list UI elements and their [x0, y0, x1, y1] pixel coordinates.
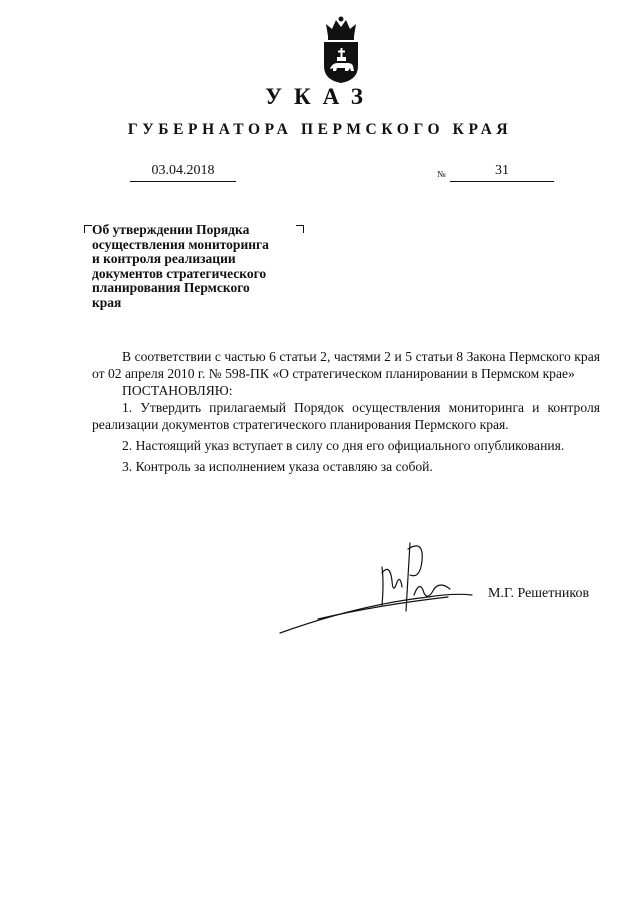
coat-of-arms-emblem	[314, 14, 368, 84]
number-label: №	[437, 169, 446, 179]
heading-line: края	[92, 294, 122, 310]
document-heading	[92, 223, 302, 310]
heading-corner-left	[84, 225, 92, 233]
heading-line: осуществления мониторинга	[92, 236, 269, 252]
heading-line: Об утверждении Порядка	[92, 222, 250, 237]
heading-line: и контроля реализации	[92, 251, 236, 266]
heading-line: планирования Пермского	[92, 280, 250, 295]
document-title: УКАЗ	[265, 84, 375, 109]
decree-word: ПОСТАНОВЛЯЮ:	[122, 383, 233, 398]
document-body	[92, 348, 600, 475]
document-subtitle: ГУБЕРНАТОРА ПЕРМСКОГО КРАЯ	[127, 121, 513, 138]
document-number: 31	[450, 163, 554, 182]
signer-name: М.Г. Решетников	[488, 586, 590, 601]
handwritten-signature	[278, 535, 478, 635]
document-date: 03.04.2018	[130, 163, 236, 182]
decree-item-2: 2. Настоящий указ вступает в силу со дня его официального опубликования.	[122, 438, 565, 453]
decree-item-3: 3. Контроль за исполнением указа оставляю за собой.	[122, 459, 433, 474]
decree-item-1: 1. Утвердить прилагаемый Порядок осуществления мониторинга и контроля реализации документов стратегического планирования Пермского края.	[92, 400, 600, 432]
heading-line: документов стратегического	[92, 265, 267, 281]
preamble-paragraph: В соответствии с частью 6 статьи 2, частями 2 и 5 статьи 8 Закона Пермского края от 02 апреля 2010 г. № 598-ПК «О стратегическом планировании в Пермском крае»	[92, 349, 600, 381]
